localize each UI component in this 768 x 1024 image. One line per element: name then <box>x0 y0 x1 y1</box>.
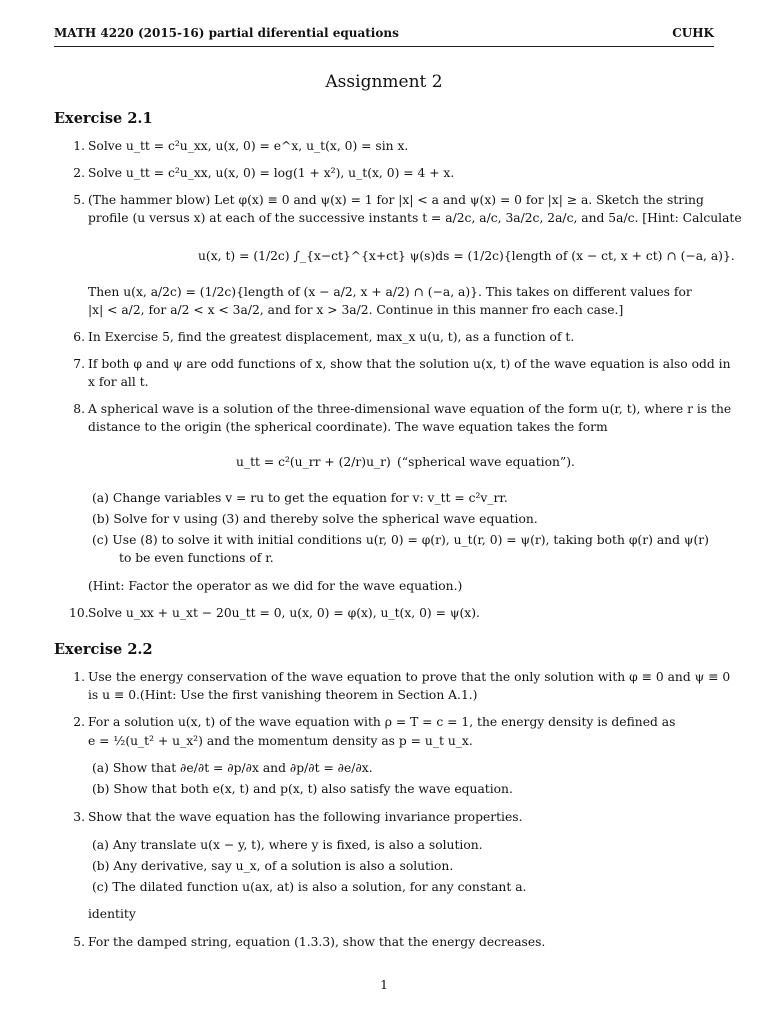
header-rule <box>54 46 714 47</box>
institution-header: CUHK <box>672 26 714 40</box>
course-header: MATH 4220 (2015-16) partial diferential equations <box>54 26 399 40</box>
item-number: 5. <box>73 193 85 207</box>
exercise-2-1-item-7-line-2: x for all t. <box>88 375 149 389</box>
exercise-2-2-item-3-a: (a) Any translate u(x − y, t), where y is fixed, is also a solution. <box>92 838 483 852</box>
item-number: 3. <box>73 810 85 824</box>
spherical-wave-label: (“spherical wave equation”). <box>397 455 575 469</box>
exercise-2-2-heading: Exercise 2.2 <box>54 641 153 658</box>
exercise-2-1-item-5-line-1: (The hammer blow) Let φ(x) ≡ 0 and ψ(x) = 1 for |x| < a and ψ(x) = 0 for |x| ≥ a. Sketch the string <box>88 193 704 207</box>
item-number: 10. <box>69 606 89 620</box>
exercise-2-1-item-7-line-1: If both φ and ψ are odd functions of x, show that the solution u(x, t) of the wave equation is also odd in <box>88 357 731 371</box>
exercise-2-1-item-8-a: (a) Change variables v = ru to get the equation for v: v_tt = c²v_rr. <box>92 491 508 505</box>
exercise-2-1-item-8-hint: (Hint: Factor the operator as we did for the wave equation.) <box>88 579 463 593</box>
item-number: 6. <box>73 330 85 344</box>
exercise-2-1-item-8-c-line-1: (c) Use (8) to solve it with initial conditions u(r, 0) = φ(r), u_t(r, 0) = ψ(r), taking both φ(r) and ψ(r) <box>92 533 709 547</box>
exercise-2-1-item-10: Solve u_xx + u_xt − 20u_tt = 0, u(x, 0) = φ(x), u_t(x, 0) = ψ(x). <box>88 606 480 620</box>
exercise-2-2-item-3: Show that the wave equation has the following invariance properties. <box>88 810 523 824</box>
exercise-2-1-item-2: Solve u_tt = c²u_xx, u(x, 0) = log(1 + x²), u_t(x, 0) = 4 + x. <box>88 166 455 180</box>
exercise-2-1-heading: Exercise 2.1 <box>54 110 153 127</box>
exercise-2-2-item-1-line-2: is u ≡ 0.(Hint: Use the first vanishing theorem in Section A.1.) <box>88 688 478 702</box>
exercise-2-1-item-8-line-1: A spherical wave is a solution of the three-dimensional wave equation of the form u(r, t), where r is the <box>88 402 732 416</box>
exercise-2-1-item-8-c-line-2: to be even functions of r. <box>119 551 274 565</box>
exercise-2-1-item-5-line-4: |x| < a/2, for a/2 < x < 3a/2, and for x > 3a/2. Continue in this manner fro each case.] <box>88 303 624 317</box>
exercise-2-2-item-1-line-1: Use the energy conservation of the wave equation to prove that the only solution with φ ≡ 0 and ψ ≡ 0 <box>88 670 731 684</box>
exercise-2-1-item-5-line-2: profile (u versus x) at each of the successive instants t = a/2c, a/c, 3a/2c, 2a/c, and 5a/c. [Hint: Calculate <box>88 211 742 225</box>
assignment-title: Assignment 2 <box>325 72 443 92</box>
exercise-2-2-item-5: For the damped string, equation (1.3.3), show that the energy decreases. <box>88 935 546 949</box>
item-number: 2. <box>73 715 85 729</box>
exercise-2-1-item-5-line-3: Then u(x, a/2c) = (1/2c){length of (x − a/2, x + a/2) ∩ (−a, a)}. This takes on different values for <box>88 285 692 299</box>
exercise-2-2-item-3-b: (b) Any derivative, say u_x, of a solution is also a solution. <box>92 859 454 873</box>
exercise-2-2-item-3-identity: identity <box>88 907 136 921</box>
exercise-2-1-item-8-line-2: distance to the origin (the spherical coordinate). The wave equation takes the form <box>88 420 608 434</box>
exercise-2-2-item-2-line-1: For a solution u(x, t) of the wave equation with ρ = T = c = 1, the energy density is defined as <box>88 715 676 729</box>
exercise-2-1-item-1: Solve u_tt = c²u_xx, u(x, 0) = e^x, u_t(x, 0) = sin x. <box>88 139 409 153</box>
exercise-2-1-item-8-b: (b) Solve for v using (3) and thereby solve the spherical wave equation. <box>92 512 538 526</box>
exercise-2-2-item-2-line-2: e = ½(u_t² + u_x²) and the momentum density as p = u_t u_x. <box>88 734 473 748</box>
item-number: 2. <box>73 166 85 180</box>
exercise-2-1-item-6: In Exercise 5, find the greatest displacement, max_x u(u, t), as a function of t. <box>88 330 575 344</box>
exercise-2-2-item-2-a: (a) Show that ∂e/∂t = ∂p/∂x and ∂p/∂t = ∂e/∂x. <box>92 761 373 775</box>
exercise-2-1-item-5-formula: u(x, t) = (1/2c) ∫_{x−ct}^{x+ct} ψ(s)ds = (1/2c){length of (x − ct, x + ct) ∩ (−a, a)}. <box>198 249 735 263</box>
exercise-2-2-item-2-b: (b) Show that both e(x, t) and p(x, t) also satisfy the wave equation. <box>92 782 513 796</box>
item-number: 1. <box>73 139 85 153</box>
item-number: 8. <box>73 402 85 416</box>
exercise-2-2-item-3-c: (c) The dilated function u(ax, at) is also a solution, for any constant a. <box>92 880 527 894</box>
spherical-wave-formula: u_tt = c²(u_rr + (2/r)u_r) <box>236 455 391 469</box>
page-number: 1 <box>380 978 388 992</box>
item-number: 1. <box>73 670 85 684</box>
item-number: 5. <box>73 935 85 949</box>
item-number: 7. <box>73 357 85 371</box>
